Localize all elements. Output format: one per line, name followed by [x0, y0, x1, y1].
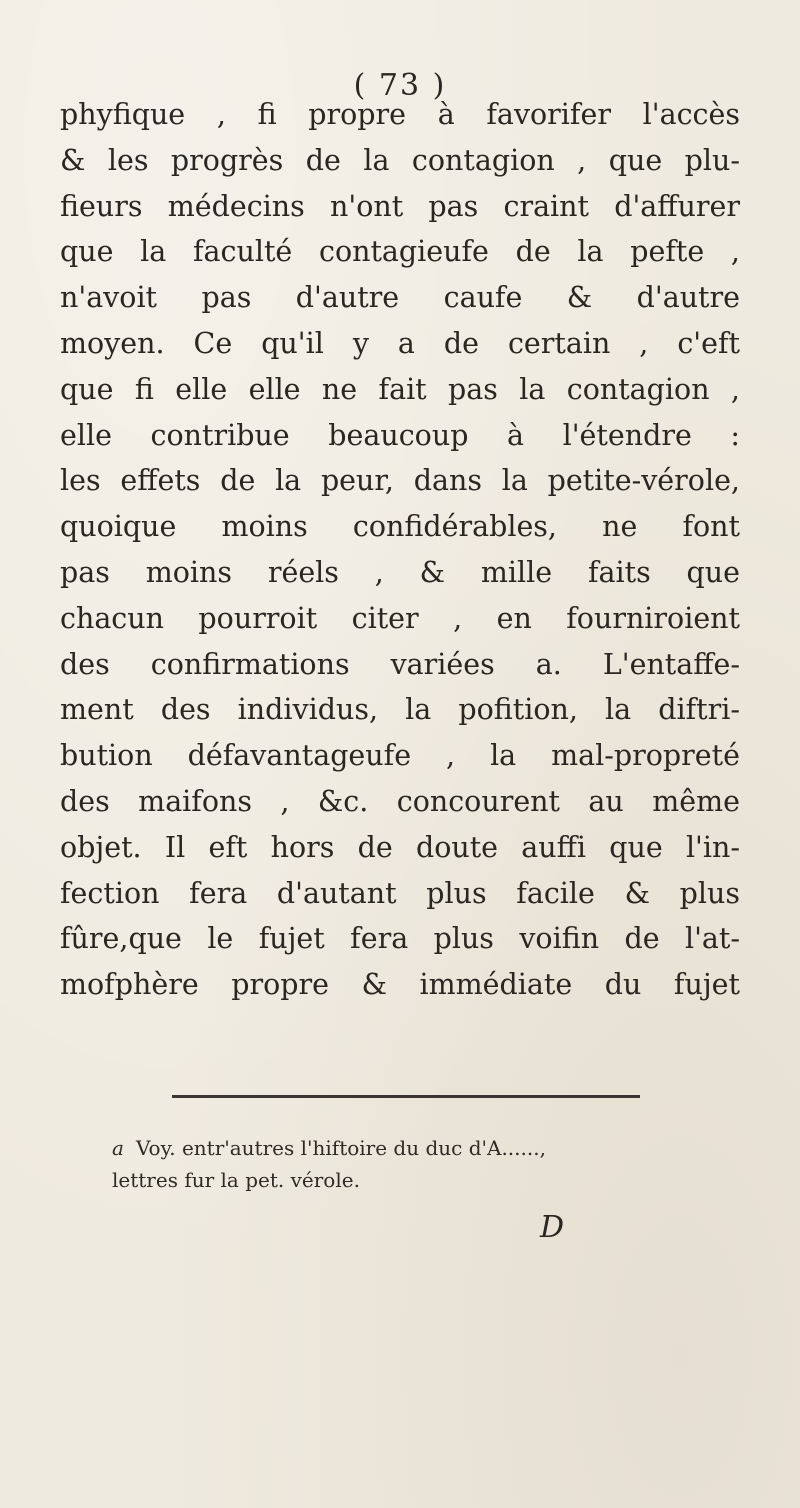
text-line: mofphère propre & immédiate du fujet: [60, 968, 740, 1002]
text-line: que la faculté contagieufe de la pefte ,: [60, 235, 740, 269]
signature-mark: D: [540, 1210, 565, 1245]
footnote-marker: a: [112, 1136, 124, 1160]
text-line: pas moins réels , & mille faits que: [60, 555, 740, 589]
text-line: chacun pourroit citer , en fourniroient: [60, 601, 740, 635]
text-line: phyfique , fi propre à favorifer l'accès: [60, 98, 740, 131]
footnote-line: lettres fur la pet. vérole.: [112, 1168, 360, 1192]
text-line: objet. Il eft hors de doute auffi que l'in-: [60, 830, 740, 864]
text-line: quoique moins confidérables, ne font: [60, 510, 740, 544]
text-line: fûre,que le fujet fera plus voifin de l'at-: [60, 922, 740, 956]
text-line: & les progrès de la contagion , que plu-: [60, 143, 740, 177]
text-line: bution défavantageufe , la mal-propreté: [60, 739, 740, 773]
text-line: moyen. Ce qu'il y a de certain , c'eft: [60, 326, 740, 360]
text-line: fection fera d'autant plus facile & plus: [60, 876, 740, 910]
footnote-line: [112, 1132, 672, 1164]
text-line: des maifons , &c. concourent au même: [60, 784, 740, 818]
page-number: ( 73 ): [353, 68, 447, 103]
body-text: [60, 92, 740, 1008]
text-line: elle contribue beaucoup à l'étendre :: [60, 418, 740, 452]
text-line: que fi elle elle ne fait pas la contagion ,: [60, 372, 740, 406]
text-line: fieurs médecins n'ont pas craint d'affurer: [60, 189, 740, 223]
text-line: les effets de la peur, dans la petite-vérole,: [60, 464, 740, 498]
footnote-divider: [172, 1095, 640, 1098]
footnote: [112, 1132, 672, 1196]
text-line: ment des individus, la pofition, la diftri-: [60, 693, 740, 727]
footnote-text: Voy. entr'autres l'hiftoire du duc d'A......,: [135, 1136, 546, 1160]
text-line: des confirmations variées a. L'entaffe-: [60, 647, 740, 681]
text-line: n'avoit pas d'autre caufe & d'autre: [60, 281, 740, 315]
